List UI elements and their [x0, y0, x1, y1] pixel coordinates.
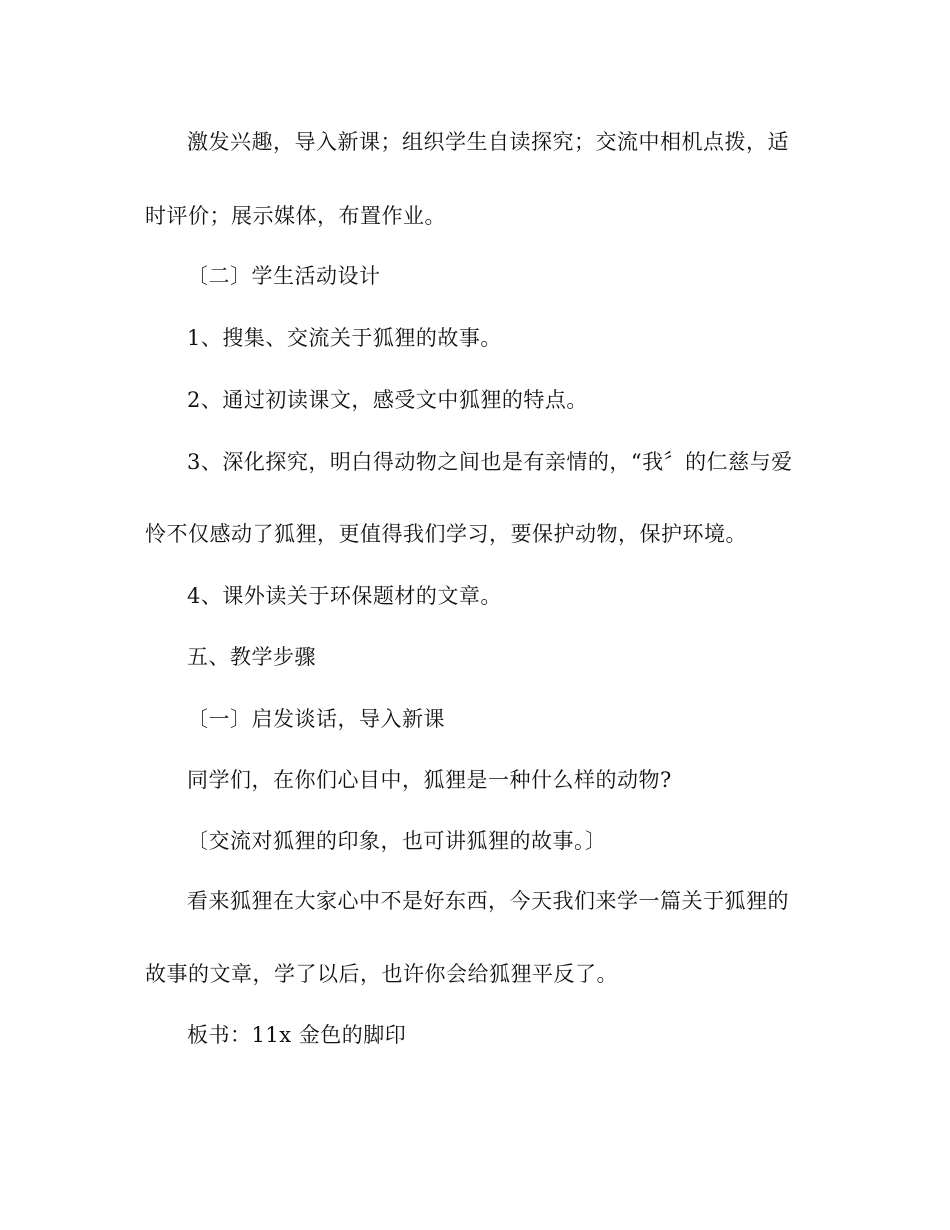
list-item-3-line-1: 3、深化探究，明白得动物之间也是有亲情的，“我〞的仁慈与爱 [187, 450, 793, 474]
paragraph-line-2: 时评价；展示媒体，布置作业。 [145, 204, 446, 228]
subsection-heading-introduction: 〔一〕启发谈话，导入新课 [187, 707, 445, 731]
list-item-1: 1、搜集、交流关于狐狸的故事。 [187, 326, 502, 350]
paragraph-question: 同学们，在你们心目中，狐狸是一种什么样的动物? [187, 768, 672, 792]
list-item-3-line-2: 怜不仅感动了狐狸，更值得我们学习，要保护动物，保护环境。 [145, 522, 747, 546]
paragraph-line-1: 激发兴趣，导入新课；组织学生自读探究；交流中相机点拨，适 [187, 130, 789, 154]
section-heading-student-activities: 〔二〕学生活动设计 [187, 264, 381, 288]
list-item-4: 4、课外读关于环保题材的文章。 [187, 584, 502, 608]
blackboard-writing: 板书：11x 金色的脚印 [187, 1023, 407, 1047]
paragraph-note: 〔交流对狐狸的印象，也可讲狐狸的故事。〕 [187, 829, 607, 853]
paragraph-intro-line-1: 看来狐狸在大家心中不是好东西，今天我们来学一篇关于狐狸的 [187, 889, 789, 913]
paragraph-intro-line-2: 故事的文章，学了以后，也许你会给狐狸平反了。 [145, 962, 618, 986]
section-heading-teaching-steps: 五、教学步骤 [187, 645, 316, 669]
list-item-2: 2、通过初读课文，感受文中狐狸的特点。 [187, 388, 588, 412]
